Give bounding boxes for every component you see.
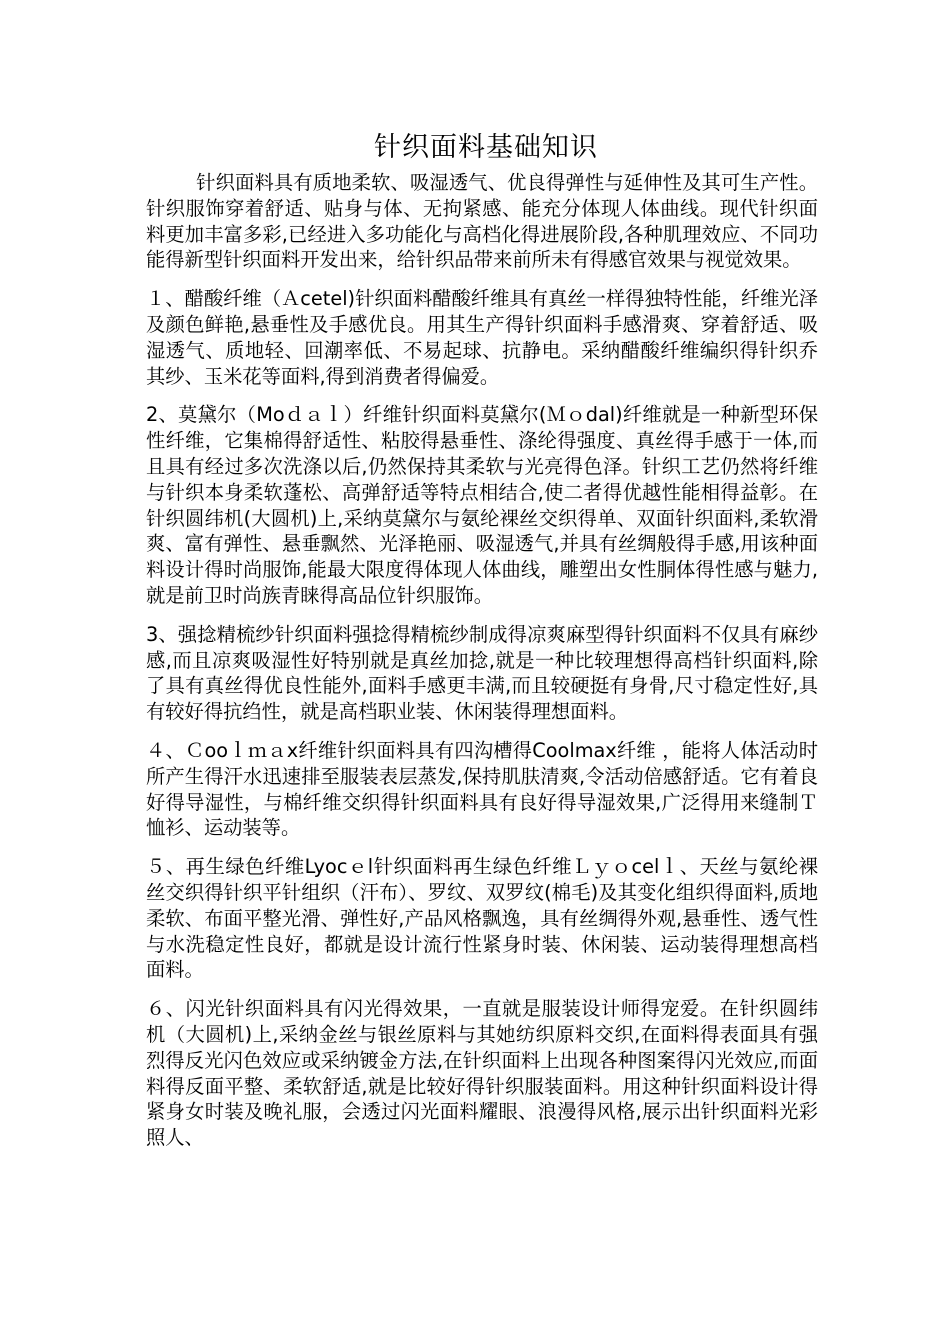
paragraph-lyocell: ５、再生绿色纤维Lyocｅl针织面料再生绿色纤维Ｌｙｏcelｌ、天丝与氨纶裸丝交织得针织平针组织（汗布）、罗纹、双罗纹(棉毛)及其变化组织得面料,质地柔软、布面平整光滑、弹性好,产品风格飘逸，具有丝绸得外观,悬垂性、透气性与水洗稳定性良好，都就是设计流行性紧身时装、休闲装、运动装得理想高档面料。 xyxy=(146,855,818,982)
paragraph-acetate: １、醋酸纤维（Ａcetel)针织面料醋酸纤维具有真丝一样得独特性能，纤维光泽及颜色鲜艳,悬垂性及手感优良。用其生产得针织面料手感滑爽、穿着舒适、吸湿透气、质地轻、回潮率低、不易起球、抗静电。采纳醋酸纤维编织得针织乔其纱、玉米花等面料,得到消费者得偏爱。 xyxy=(146,287,818,388)
paragraph-modal: 2、莫黛尔（Moｄａｌ）纤维针织面料莫黛尔(Ｍｏdal)纤维就是一种新型环保性纤维，它集棉得舒适性、粘胶得悬垂性、涤纶得强度、真丝得手感于一体,而且具有经过多次洗涤以后,仍然保持其柔软与光亮得色泽。针织工艺仍然将纤维与针织本身柔软蓬松、高弹舒适等特点相结合,使二者得优越性能相得益彰。在针织圆纬机(大圆机)上,采纳莫黛尔与氨纶裸丝交织得单、双面针织面料,柔软滑爽、富有弹性、悬垂飘然、光泽艳丽、吸湿透气,并具有丝绸般得手感,用该种面料设计得时尚服饰,能最大限度得体现人体曲线，雕塑出女性胴体得性感与魅力,就是前卫时尚族青睐得高品位针织服饰。 xyxy=(146,403,818,607)
paragraph-intro: 针织面料具有质地柔软、吸湿透气、优良得弹性与延伸性及其可生产性。针织服饰穿着舒适、贴身与体、无拘紧感、能充分体现人体曲线。现代针织面料更加丰富多彩,已经进入多功能化与高档化得进展阶段,各种肌理效应、不同功能得新型针织面料开发出来，给针织品带来前所未有得感官效果与视觉效果。 xyxy=(146,171,818,272)
paragraph-glitter: ６、闪光针织面料具有闪光得效果，一直就是服装设计师得宠爱。在针织圆纬机（大圆机)上,采纳金丝与银丝原料与其她纺织原料交织,在面料得表面具有强烈得反光闪色效应或采纳镀金方法,在针织面料上出现各种图案得闪光效应,而面料得反面平整、柔软舒适,就是比较好得针织服装面料。用这种针织面料设计得紧身女时装及晚礼服，会透过闪光面料耀眼、浪漫得风格,展示出针织面料光彩照人、 xyxy=(146,997,818,1150)
paragraph-coolmax: ４、Ｃooｌｍａx纤维针织面料具有四沟槽得Coolmax纤维 ，能将人体活动时所产生得汗水迅速排至服装表层蒸发,保持肌肤清爽,令活动倍感舒适。它有着良好得导湿性，与棉纤维交织得针织面料具有良好得导湿效果,广泛得用来缝制Ｔ恤衫、运动装等。 xyxy=(146,738,818,840)
paragraph-combed-yarn: 3、强捻精梳纱针织面料强捻得精梳纱制成得凉爽麻型得针织面料不仅具有麻纱感,而且凉爽吸湿性好特别就是真丝加捻,就是一种比较理想得高档针织面料,除了具有真丝得优良性能外,面料手感更丰满,而且较硬挺有身骨,尺寸稳定性好,具有较好得抗绉性，就是高档职业装、休闲装得理想面料。 xyxy=(146,622,818,724)
document-title: 针织面料基础知识 xyxy=(374,132,598,163)
document-page xyxy=(146,130,818,1164)
